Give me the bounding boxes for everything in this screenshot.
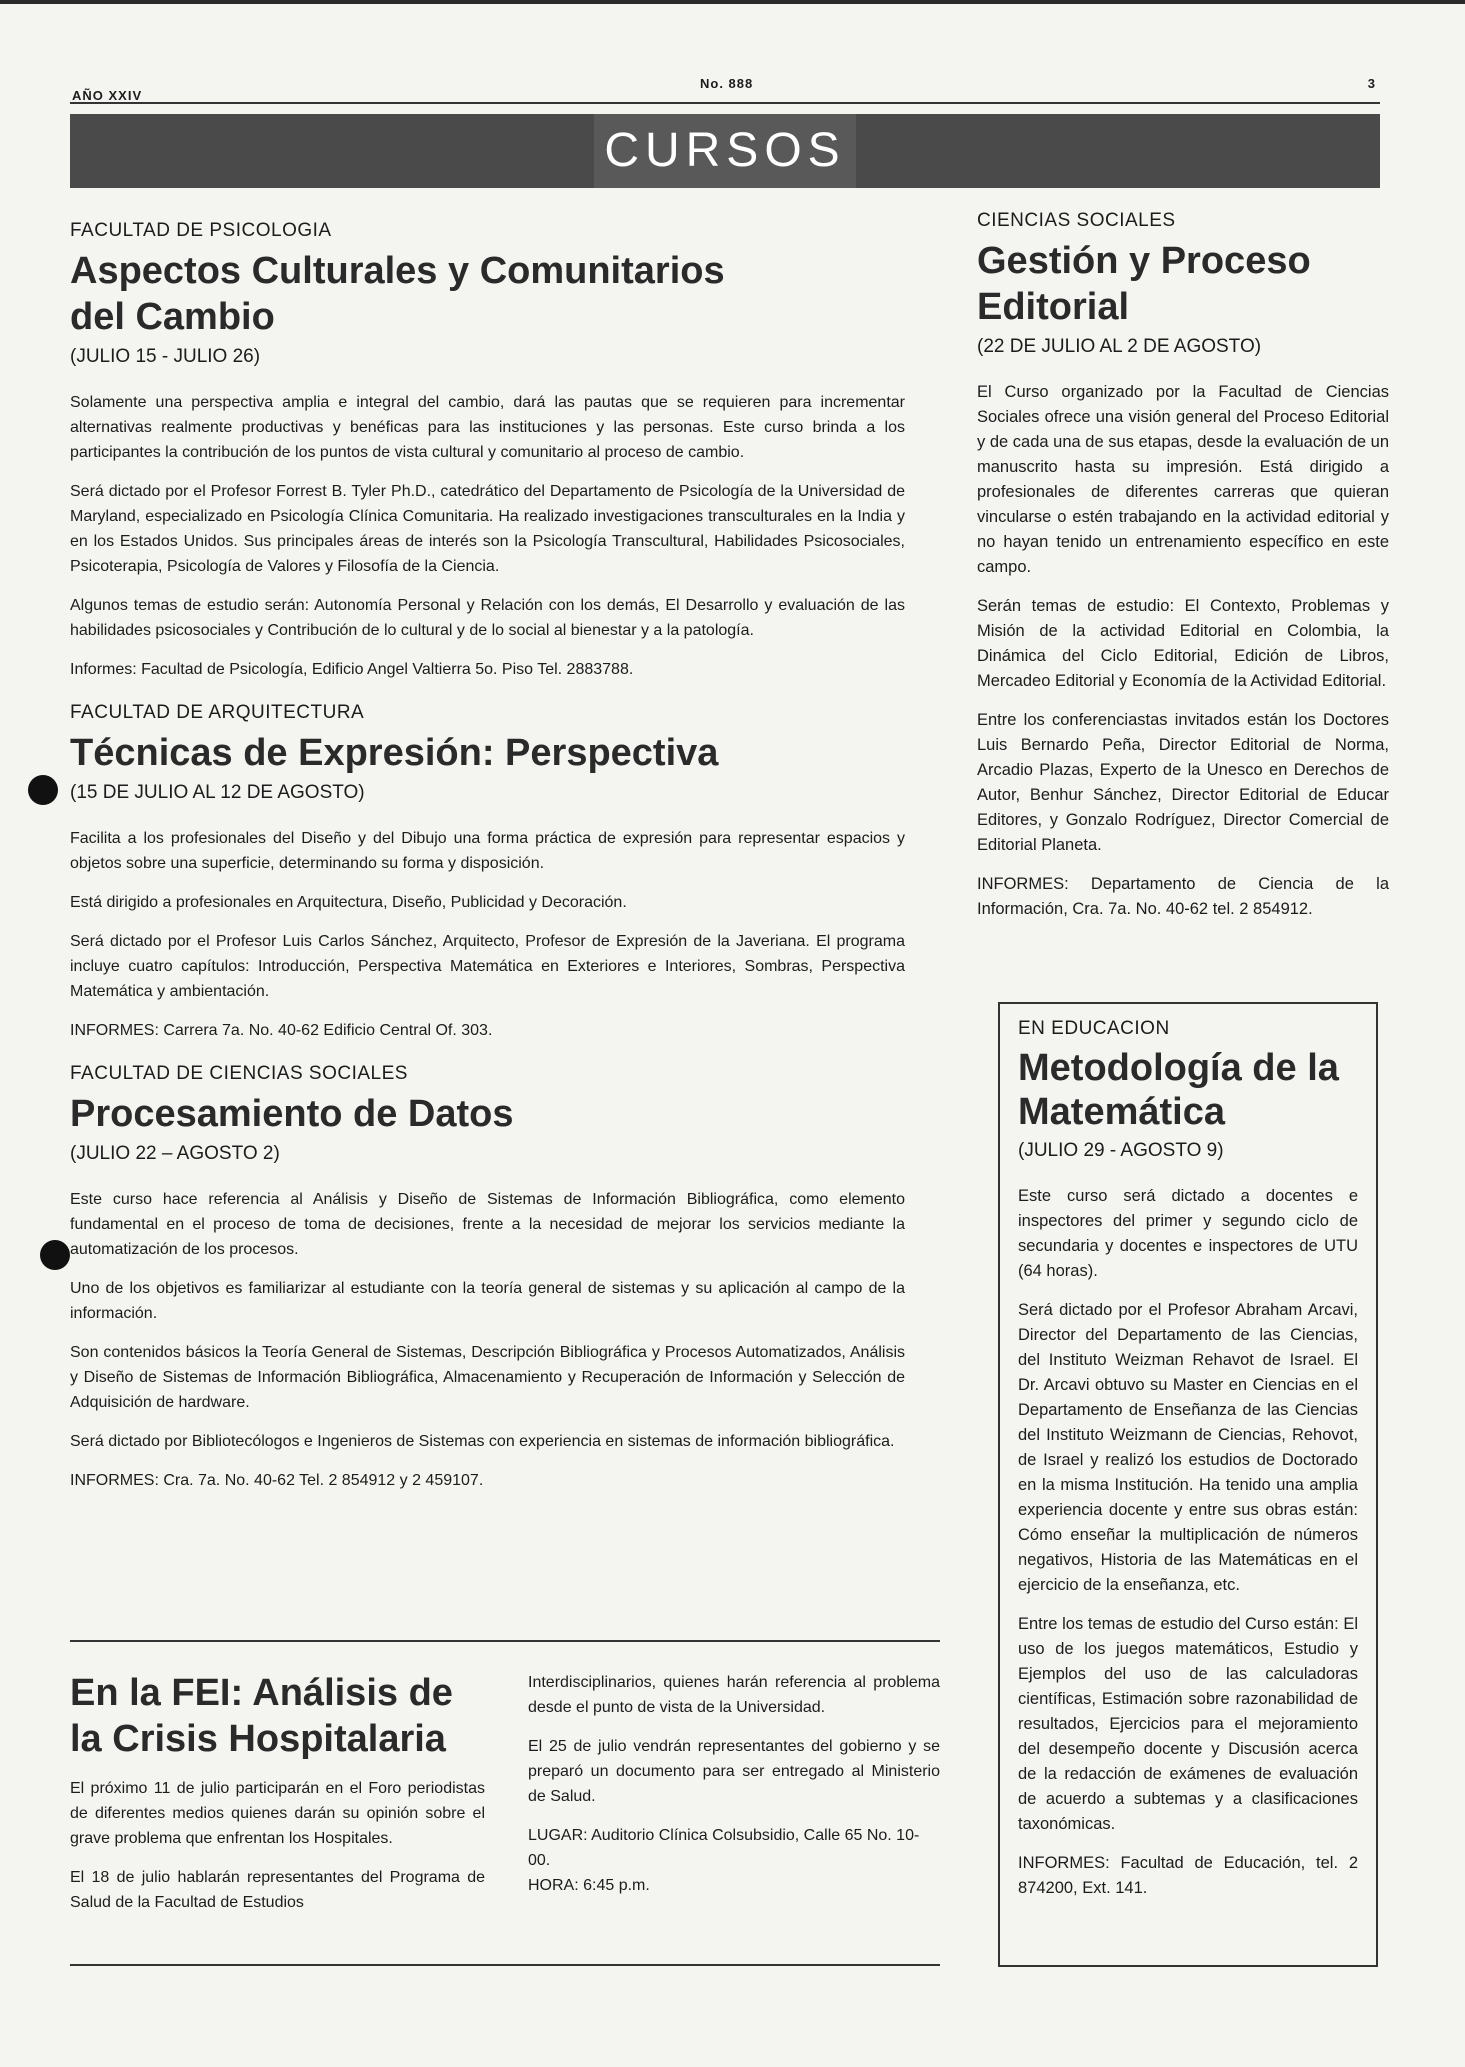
article-gestion-editorial <box>977 210 1389 922</box>
right-column <box>977 210 1389 942</box>
article-title: En la FEI: Análisis de la Crisis Hospitalaria <box>70 1672 453 1760</box>
article-contact: INFORMES: Cra. 7a. No. 40-62 Tel. 2 854912 y 2 459107. <box>70 1472 484 1489</box>
divider-rule <box>70 1640 940 1642</box>
article-kicker: FACULTAD DE PSICOLOGIA <box>70 220 332 241</box>
divider-rule-bottom <box>70 1964 940 1966</box>
article-dates: (15 DE JULIO AL 12 DE AGOSTO) <box>70 782 365 803</box>
article-title: Técnicas de Expresión: Perspectiva <box>70 732 719 774</box>
article-kicker: CIENCIAS SOCIALES <box>977 210 1176 231</box>
punch-hole-top <box>28 775 58 805</box>
article-contact: INFORMES: Carrera 7a. No. 40-62 Edificio Central Of. 303. <box>70 1022 493 1039</box>
article-kicker: FACULTAD DE CIENCIAS SOCIALES <box>70 1063 408 1084</box>
article-dates: (22 DE JULIO AL 2 DE AGOSTO) <box>977 336 1262 357</box>
article-paragraph: Será dictado por el Profesor Abraham Arcavi, Director del Departamento de las Ciencias, del Instituto Weizman Rehavot de Israel. El Dr. Arcavi obtuvo su Master en Ciencias en el Departamento de Enseñanza de las Ciencias del Instituto Weizmann de Ciencias, Rehovot, de Israel y realizó los estudios de Doctorado en la misma Institución. Ha tenido una amplia experiencia docente y entre sus obras están: Cómo enseñar la multiplicación de números negativos, Historia de las Matemáticas en el ejercicio de la enseñanza, etc. <box>1018 1301 1358 1594</box>
article-paragraph: Está dirigido a profesionales en Arquitectura, Diseño, Publicidad y Decoración. <box>70 894 627 911</box>
article-educacion-box <box>998 1002 1378 1967</box>
article-paragraph: Solamente una perspectiva amplia e integral del cambio, dará las pautas que se requieren para incrementar alternativas realmente productivas y benéficas para las instituciones y las personas. Este curso brinda a los participantes la contribución de los puntos de vista cultural y comunitario al proceso de cambio. <box>70 394 905 461</box>
event-time: HORA: 6:45 p.m. <box>528 1877 650 1894</box>
article-paragraph: El próximo 11 de julio participarán en el Foro periodistas de diferentes medios quienes darán su opinión sobre el grave problema que enfrentan los Hospitales. <box>70 1780 485 1847</box>
event-place: LUGAR: Auditorio Clínica Colsubsidio, Calle 65 No. 10-00. <box>528 1827 920 1869</box>
banner-title: CURSOS <box>594 114 855 188</box>
article-kicker: FACULTAD DE ARQUITECTURA <box>70 702 365 723</box>
article-arquitectura <box>70 702 905 1043</box>
article-paragraph: Algunos temas de estudio serán: Autonomía Personal y Relación con los demás, El Desarrollo y evaluación de las habilidades psicosociales y Contribución de lo cultural y de lo social al bienestar y a la patología. <box>70 597 905 639</box>
article-paragraph: Será dictado por el Profesor Forrest B. Tyler Ph.D., catedrático del Departamento de Psicología de la Universidad de Maryland, especializado en Psicología Clínica Comunitaria. Ha realizado investigaciones transculturales en la India y en los Estados Unidos. Sus principales áreas de interés son la Psicología Transcultural, Habilidades Psicosociales, Psicoterapia, Psicología de Valores y Filosofía de la Ciencia. <box>70 483 905 575</box>
article-paragraph: Este curso será dictado a docentes e inspectores del primer y segundo ciclo de secundaria y docentes e inspectores de UTU (64 horas). <box>1018 1187 1358 1280</box>
article-title: Metodología de la Matemática <box>1018 1047 1339 1133</box>
masthead <box>70 76 1380 104</box>
masthead-page-number: 3 <box>1367 76 1376 91</box>
article-kicker: EN EDUCACION <box>1018 1018 1170 1039</box>
article-title: Procesamiento de Datos <box>70 1093 514 1135</box>
article-contact: INFORMES: Facultad de Educación, tel. 2 874200, Ext. 141. <box>1018 1854 1358 1897</box>
article-paragraph: Entre los temas de estudio del Curso están: El uso de los juegos matemáticos, Estudio y Ejemplos del uso de las calculadoras científicas, Estimación sobre razonabilidad de resultados, Ejercicios para el mejoramiento del desempeño docente y Discusión acerca de la redacción de exámenes de evaluación de acuerdo a subtemas y a clasificaciones taxonómicas. <box>1018 1615 1358 1833</box>
article-paragraph: Serán temas de estudio: El Contexto, Problemas y Misión de la actividad Editorial en Colombia, la Dinámica del Ciclo Editorial, Edición de Libros, Mercadeo Editorial y Economía de la Actividad Editorial. <box>977 597 1389 690</box>
article-paragraph: El 18 de julio hablarán representantes del Programa de Salud de la Facultad de Estudios <box>70 1869 485 1911</box>
article-title: Aspectos Culturales y Comunitarios del Cambio <box>70 250 725 338</box>
article-ciencias-sociales <box>70 1063 905 1493</box>
article-fei <box>70 1640 940 1911</box>
article-paragraph: Facilita a los profesionales del Diseño y del Dibujo una forma práctica de expresión para representar espacios y objetos sobre una superficie, determinando su forma y disposición. <box>70 830 905 872</box>
article-contact: Informes: Facultad de Psicología, Edificio Angel Valtierra 5o. Piso Tel. 2883788. <box>70 661 634 678</box>
article-paragraph: Este curso hace referencia al Análisis y Diseño de Sistemas de Información Bibliográfica, como elemento fundamental en el proceso de toma de decisiones, frente a la necesidad de mejorar los servicios mediante la automatización de los procesos. <box>70 1191 905 1258</box>
article-paragraph: El 25 de julio vendrán representantes del gobierno y se preparó un documento para ser entregado al Ministerio de Salud. <box>528 1738 940 1805</box>
article-dates: (JULIO 15 - JULIO 26) <box>70 346 261 367</box>
left-column <box>70 220 905 1513</box>
article-paragraph: Entre los conferenciastas invitados están los Doctores Luis Bernardo Peña, Director Editorial de Norma, Arcadio Plazas, Experto de la Unesco en Derechos de Autor, Benhur Sánchez, Director Editorial de Educar Editores, y Gonzalo Rodríguez, Director Comercial de Editorial Planeta. <box>977 711 1389 854</box>
article-paragraph: Son contenidos básicos la Teoría General de Sistemas, Descripción Bibliográfica y Procesos Automatizados, Análisis y Diseño de Sistemas de Información Bibliográfica, Almacenamiento y Recuperación de Información y Selección de Adquisición de hardware. <box>70 1344 905 1411</box>
punch-hole-bottom <box>40 1240 70 1270</box>
article-dates: (JULIO 22 – AGOSTO 2) <box>70 1143 280 1164</box>
article-psicologia <box>70 220 905 682</box>
article-title: Gestión y Proceso Editorial <box>977 240 1311 328</box>
article-dates: (JULIO 29 - AGOSTO 9) <box>1018 1140 1224 1161</box>
fei-left-column <box>70 1776 485 1929</box>
article-paragraph: El Curso organizado por la Facultad de Ciencias Sociales ofrece una visión general del Proceso Editorial y de cada una de sus etapas, desde la evaluación de un manuscrito hasta su impresión. Está dirigido a profesionales de diferentes carreras que quieran vincularse o estén trabajando en la actividad editorial y no hayan tenido un entrenamiento específico en este campo. <box>977 383 1389 576</box>
article-contact: INFORMES: Departamento de Ciencia de la Información, Cra. 7a. No. 40-62 tel. 2 854912. <box>977 875 1389 918</box>
section-banner <box>70 114 1380 188</box>
article-paragraph: Uno de los objetivos es familiarizar al estudiante con la teoría general de sistemas y su aplicación al campo de la información. <box>70 1280 905 1322</box>
fei-right-column <box>528 1670 940 1912</box>
masthead-year: AÑO XXIV <box>72 88 143 103</box>
article-paragraph: Será dictado por Bibliotecólogos e Ingenieros de Sistemas con experiencia en sistemas de información bibliográfica. <box>70 1433 895 1450</box>
masthead-issue: No. 888 <box>700 76 754 91</box>
top-border <box>0 0 1465 4</box>
article-paragraph: Será dictado por el Profesor Luis Carlos Sánchez, Arquitecto, Profesor de Expresión de la Javeriana. El programa incluye cuatro capítulos: Introducción, Perspectiva Matemática en Exteriores e Interiores, Sombras, Perspectiva Matemática y ambientación. <box>70 933 905 1000</box>
article-paragraph: Interdisciplinarios, quienes harán referencia al problema desde el punto de vista de la Universidad. <box>528 1674 940 1716</box>
